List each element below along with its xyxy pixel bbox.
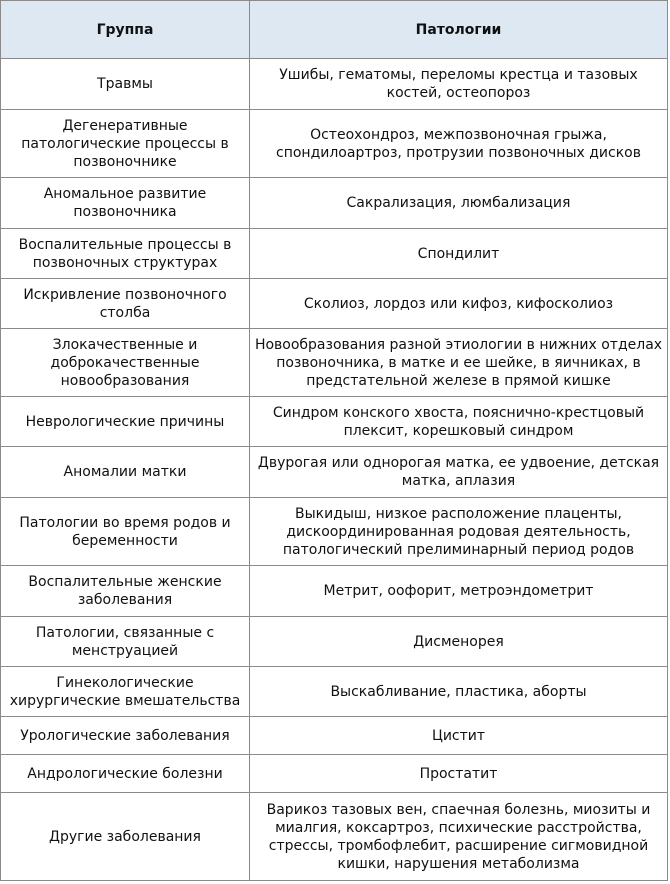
group-cell: Дегенеративные патологические процессы в позвоночнике — [1, 110, 250, 178]
table-row — [1, 59, 668, 110]
table-row — [1, 329, 668, 397]
table-row — [1, 755, 668, 793]
group-cell: Аномалии матки — [1, 447, 250, 498]
group-cell: Патологии во время родов и беременности — [1, 498, 250, 566]
pathologies-cell: Простатит — [250, 755, 668, 793]
group-cell: Неврологические причины — [1, 397, 250, 447]
pathologies-cell: Цистит — [250, 717, 668, 755]
table-row — [1, 279, 668, 329]
table-row — [1, 397, 668, 447]
pathologies-cell: Ушибы, гематомы, переломы крестца и тазовых костей, остеопороз — [250, 59, 668, 110]
table-row — [1, 178, 668, 229]
table-header — [1, 1, 668, 59]
header-pathologies: Патологии — [250, 1, 668, 59]
table-row — [1, 566, 668, 617]
group-cell: Искривление позвоночного столба — [1, 279, 250, 329]
table-row — [1, 617, 668, 667]
pathologies-cell: Синдром конского хвоста, пояснично-крестцовый плексит, корешковый синдром — [250, 397, 668, 447]
header-row — [1, 1, 668, 59]
pathologies-cell: Метрит, оофорит, метроэндометрит — [250, 566, 668, 617]
table-row — [1, 667, 668, 717]
group-cell: Аномальное развитие позвоночника — [1, 178, 250, 229]
pathologies-cell: Новообразования разной этиологии в нижних отделах позвоночника, в матке и ее шейке, в яичниках, в предстательной железе в прямой кишке — [250, 329, 668, 397]
pathologies-cell: Остеохондроз, межпозвоночная грыжа, спондилоартроз, протрузии позвоночных дисков — [250, 110, 668, 178]
table-row — [1, 498, 668, 566]
pathologies-cell: Двурогая или однорогая матка, ее удвоение, детская матка, аплазия — [250, 447, 668, 498]
group-cell: Патологии, связанные с менструацией — [1, 617, 250, 667]
group-cell: Злокачественные и доброкачественные новообразования — [1, 329, 250, 397]
group-cell: Другие заболевания — [1, 793, 250, 881]
table-row — [1, 447, 668, 498]
pathologies-cell: Варикоз тазовых вен, спаечная болезнь, миозиты и миалгия, коксартроз, психические расстройства, стрессы, тромбофлебит, расширение сигмовидной кишки, нарушения метаболизма — [250, 793, 668, 881]
table-row — [1, 110, 668, 178]
group-cell: Урологические заболевания — [1, 717, 250, 755]
pathologies-cell: Выкидыш, низкое расположение плаценты, дискоординированная родовая деятельность, патологический прелиминарный период родов — [250, 498, 668, 566]
header-group: Группа — [1, 1, 250, 59]
group-cell: Воспалительные женские заболевания — [1, 566, 250, 617]
pathologies-cell: Сакрализация, люмбализация — [250, 178, 668, 229]
group-cell: Андрологические болезни — [1, 755, 250, 793]
pathologies-cell: Выскабливание, пластика, аборты — [250, 667, 668, 717]
table-row — [1, 717, 668, 755]
table-row — [1, 229, 668, 279]
pathologies-cell: Спондилит — [250, 229, 668, 279]
pathologies-cell: Сколиоз, лордоз или кифоз, кифосколиоз — [250, 279, 668, 329]
pathologies-cell: Дисменорея — [250, 617, 668, 667]
table-body — [1, 59, 668, 881]
table-row — [1, 793, 668, 881]
group-cell: Гинекологические хирургические вмешательства — [1, 667, 250, 717]
group-cell: Воспалительные процессы в позвоночных структурах — [1, 229, 250, 279]
group-cell: Травмы — [1, 59, 250, 110]
